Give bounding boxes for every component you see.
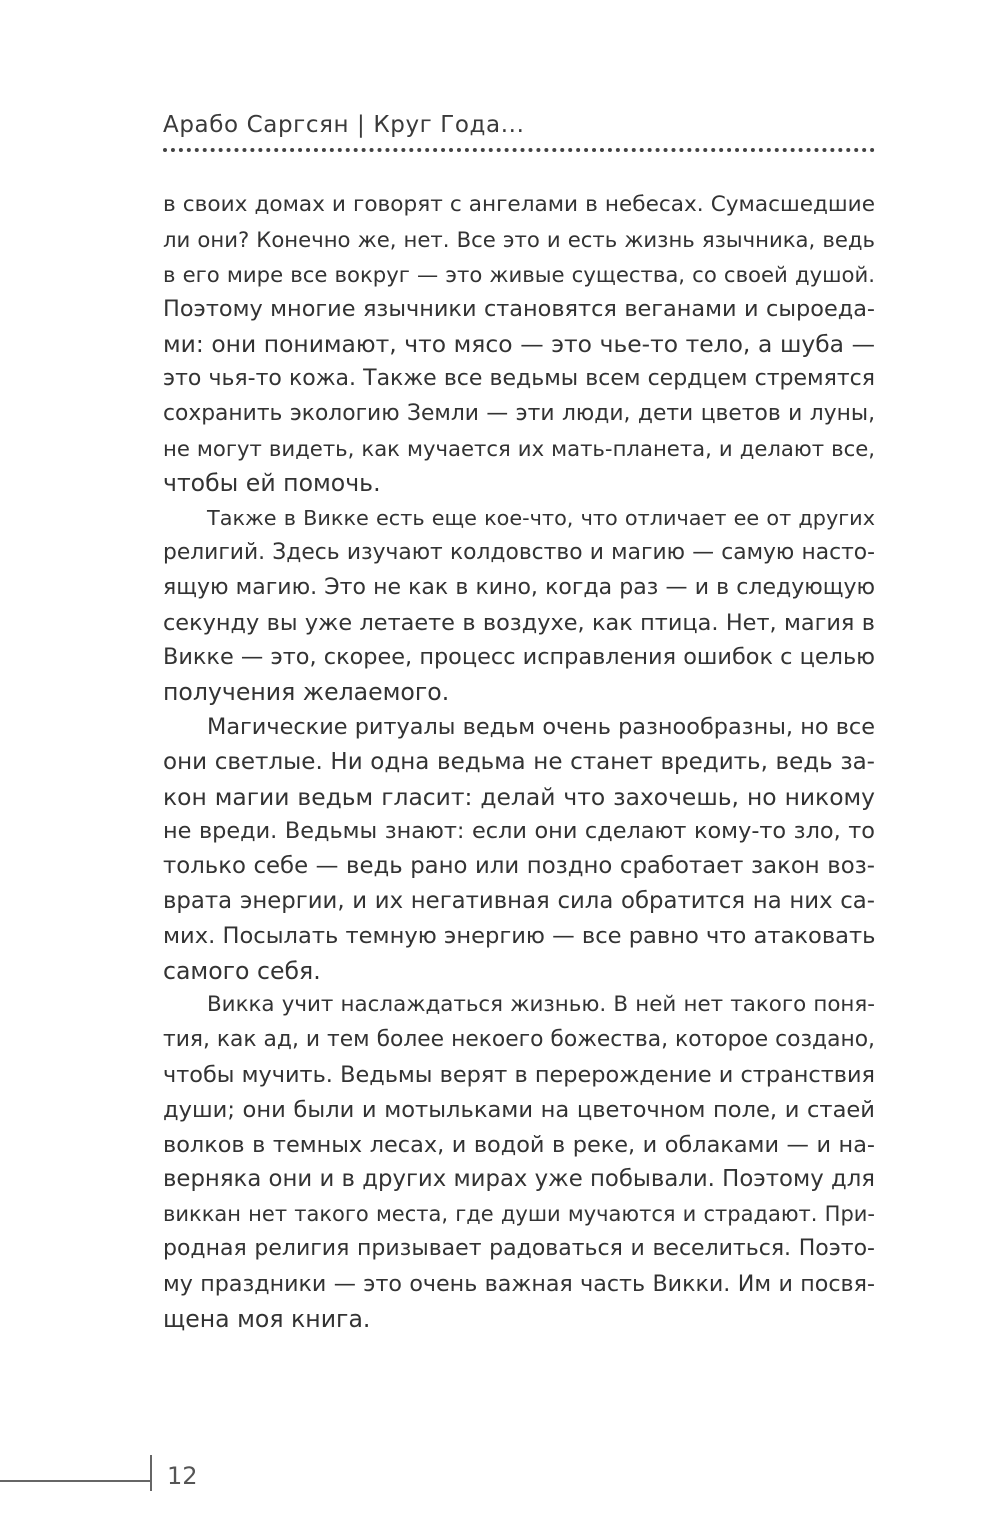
text-line: секунду вы уже летаете в воздухе, как птица. Нет, магия в <box>163 609 875 636</box>
text-line: му праздники — это очень важная часть Викки. Им и посвя- <box>163 1270 875 1297</box>
page-number: 12 <box>167 1462 198 1490</box>
paragraph <box>163 988 875 1336</box>
footer-vertical-rule <box>150 1455 152 1491</box>
text-line: Викка учит наслаждаться жизнью. В ней нет такого поня- <box>207 992 875 1018</box>
text-line: Магические ритуалы ведьм очень разнообразны, но все <box>207 713 875 740</box>
text-line: Поэтому многие язычники становятся веганами и сыроеда- <box>163 296 875 323</box>
text-line: верняка они и в других мирах уже побывали. Поэтому для <box>163 1166 875 1193</box>
body-text <box>163 188 875 1336</box>
footer-horizontal-rule <box>0 1480 150 1482</box>
text-line: только себе — ведь рано или поздно сработает закон воз- <box>163 853 875 880</box>
text-line: чтобы ей помочь. <box>163 469 381 498</box>
text-line: волков в темных лесах, и водой в реке, и облаками — и на- <box>163 1131 875 1158</box>
text-line: самого себя. <box>163 956 321 985</box>
text-line: в своих домах и говорят с ангелами в небесах. Сумасшедшие <box>163 192 875 217</box>
text-line: чтобы мучить. Ведьмы верят в перерождение и странствия <box>163 1061 875 1088</box>
text-line: не могут видеть, как мучается их мать-планета, и делают все, <box>163 435 875 461</box>
text-line: ли они? Конечно же, нет. Все это и есть жизнь язычника, ведь <box>163 226 875 252</box>
text-line: ящую магию. Это не как в кино, когда раз — и в следующую <box>163 574 875 600</box>
text-line: Также в Викке есть еще кое-что, что отличает ее от других <box>207 506 875 531</box>
text-line: они светлые. Ни одна ведьма не станет вредить, ведь за- <box>163 748 875 775</box>
paragraph <box>163 501 875 710</box>
text-line: не вреди. Ведьмы знают: если они сделают кому-то зло, то <box>163 818 875 845</box>
text-line: это чья-то кожа. Также все ведьмы всем сердцем стремятся <box>163 365 875 391</box>
text-line: мих. Посылать темную энергию — все равно что атаковать <box>163 922 876 949</box>
running-header: Арабо Саргсян | Круг Года... <box>163 112 525 138</box>
text-line: тия, как ад, и тем более некоего божества, которое создано, <box>163 1027 875 1053</box>
text-line: ми: они понимают, что мясо — это чье-то тело, а шуба — <box>163 330 875 359</box>
text-line: кон магии ведьм гласит: делай что захочешь, но никому <box>163 782 875 811</box>
text-line: религий. Здесь изучают колдовство и магию — самую насто- <box>163 539 875 565</box>
text-line: Викке — это, скорее, процесс исправления ошибок с целью <box>163 644 875 671</box>
paragraph <box>163 188 875 501</box>
text-line: получения желаемого. <box>163 678 450 707</box>
text-line: сохранить экологию Земли — эти люди, дети цветов и луны, <box>163 400 875 426</box>
text-line: виккан нет такого места, где души мучаются и страдают. При- <box>163 1202 875 1227</box>
text-line: в его мире все вокруг — это живые существа, со своей душой. <box>163 261 875 287</box>
text-line: врата энергии, и их негативная сила обратится на них са- <box>163 887 875 914</box>
paragraph <box>163 710 875 988</box>
text-line: родная религия призывает радоваться и веселиться. Поэто- <box>163 1235 875 1261</box>
text-line: души; они были и мотыльками на цветочном поле, и стаей <box>163 1096 875 1123</box>
text-line: щена моя книга. <box>163 1304 371 1333</box>
header-dotted-rule <box>163 148 875 152</box>
